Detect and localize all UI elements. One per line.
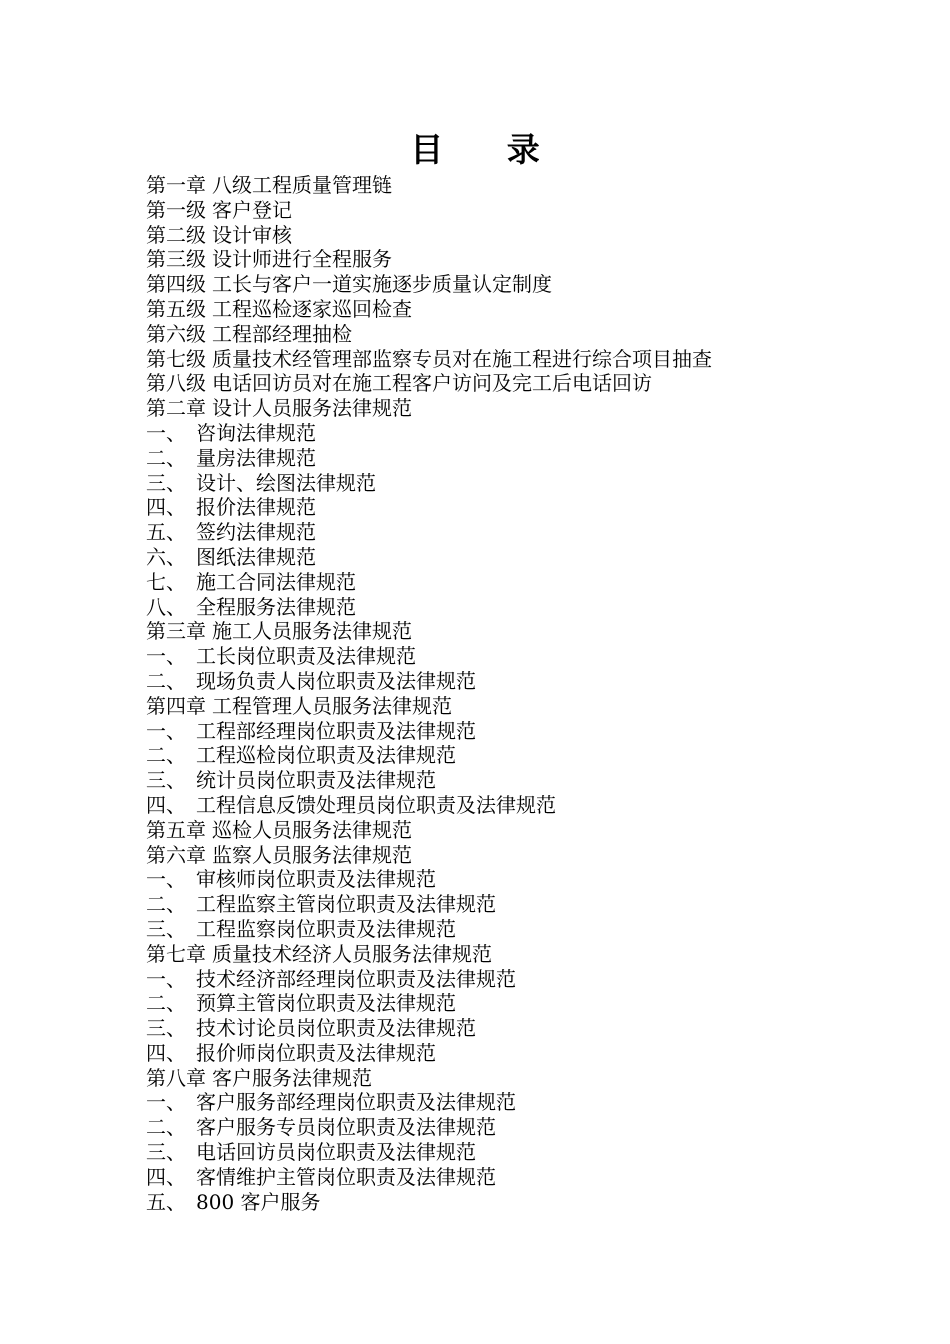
toc-entry[interactable]: [146, 719, 712, 744]
toc-entry-text: 设计师进行全程服务: [212, 247, 392, 272]
toc-entry[interactable]: [146, 1041, 712, 1066]
toc-entry-text: 800 客户服务: [196, 1189, 321, 1214]
toc-entry[interactable]: [146, 173, 712, 198]
toc-entry-number: 一、: [146, 867, 186, 892]
toc-entry-number: 三、: [146, 916, 186, 941]
toc-entry-text: 统计员岗位职责及法律规范: [196, 768, 436, 793]
toc-entry-text: 图纸法律规范: [196, 544, 316, 569]
toc-entry[interactable]: [146, 768, 712, 793]
toc-entry-number: 四、: [146, 495, 186, 520]
toc-entry-text: 工程巡检逐家巡回检查: [212, 296, 412, 321]
toc-entry[interactable]: [146, 595, 712, 620]
toc-entry[interactable]: [146, 917, 712, 942]
toc-entry-number: 八、: [146, 594, 186, 619]
toc-entry[interactable]: [146, 1140, 712, 1165]
toc-entry-number: 第五级: [146, 296, 206, 321]
toc-entry-text: 电话回访员岗位职责及法律规范: [196, 1140, 476, 1165]
toc-entry-number: 四、: [146, 792, 186, 817]
toc-entry-number: 二、: [146, 743, 186, 768]
toc-entry[interactable]: [146, 446, 712, 471]
toc-entry-number: 二、: [146, 1115, 186, 1140]
toc-entry[interactable]: [146, 297, 712, 322]
toc-entry-text: 客情维护主管岗位职责及法律规范: [196, 1164, 496, 1189]
toc-entry-text: 工程监察岗位职责及法律规范: [196, 916, 456, 941]
toc-entry-number: 第三级: [146, 247, 206, 272]
toc-entry-text: 技术经济部经理岗位职责及法律规范: [196, 966, 516, 991]
toc-entry[interactable]: [146, 322, 712, 347]
toc-entry-number: 第三章: [146, 619, 206, 644]
toc-entry[interactable]: [146, 843, 712, 868]
toc-entry-text: 客户服务专员岗位职责及法律规范: [196, 1115, 496, 1140]
toc-entry-text: 现场负责人岗位职责及法律规范: [196, 668, 476, 693]
toc-entry[interactable]: [146, 198, 712, 223]
toc-entry-number: 一、: [146, 644, 186, 669]
toc-entry-number: 一、: [146, 1090, 186, 1115]
toc-entry[interactable]: [146, 371, 712, 396]
toc-entry-number: 第五章: [146, 817, 206, 842]
toc-entry-number: 第六章: [146, 842, 206, 867]
toc-entry-text: 审核师岗位职责及法律规范: [196, 867, 436, 892]
toc-entry-text: 报价法律规范: [196, 495, 316, 520]
toc-entry-number: 第四章: [146, 693, 206, 718]
toc-entry[interactable]: [146, 1016, 712, 1041]
toc-entry[interactable]: [146, 867, 712, 892]
toc-entry-text: 量房法律规范: [196, 445, 316, 470]
toc-entry-number: 三、: [146, 470, 186, 495]
toc-entry-number: 二、: [146, 892, 186, 917]
toc-entry-text: 客户服务法律规范: [212, 1065, 372, 1090]
toc-entry-number: 第七级: [146, 346, 206, 371]
toc-entry-number: 五、: [146, 1189, 186, 1214]
toc-entry[interactable]: [146, 1090, 712, 1115]
toc-entry-number: 二、: [146, 991, 186, 1016]
toc-entry-number: 四、: [146, 1164, 186, 1189]
toc-entry-number: 第四级: [146, 272, 206, 297]
toc-title: 目 录: [410, 130, 566, 169]
toc-entry-text: 施工人员服务法律规范: [212, 619, 412, 644]
toc-entry-number: 第一章: [146, 173, 206, 197]
toc-entry-number: 第八级: [146, 371, 206, 396]
toc-entry-text: 施工合同法律规范: [196, 569, 356, 594]
toc-entry-text: 质量技术经管理部监察专员对在施工程进行综合项目抽查: [212, 346, 712, 371]
toc-entry-number: 第八章: [146, 1065, 206, 1090]
toc-entry-text: 咨询法律规范: [196, 420, 316, 445]
toc-entry-number: 六、: [146, 544, 186, 569]
toc-entry-text: 设计、绘图法律规范: [196, 470, 376, 495]
toc-entry-text: 八级工程质量管理链: [212, 173, 392, 197]
toc-entry-text: 全程服务法律规范: [196, 594, 356, 619]
toc-entry-number: 四、: [146, 1040, 186, 1065]
toc-entry-text: 工长岗位职责及法律规范: [196, 644, 416, 669]
toc-entry-text: 报价师岗位职责及法律规范: [196, 1040, 436, 1065]
toc-entry-text: 设计人员服务法律规范: [212, 396, 412, 421]
toc-entry-number: 七、: [146, 569, 186, 594]
toc-entry-text: 工长与客户一道实施逐步质量认定制度: [212, 272, 552, 297]
toc-entry-text: 预算主管岗位职责及法律规范: [196, 991, 456, 1016]
toc-entry-text: 巡检人员服务法律规范: [212, 817, 412, 842]
toc-entry-number: 三、: [146, 1140, 186, 1165]
toc-entry-text: 签约法律规范: [196, 520, 316, 545]
toc-entry[interactable]: [146, 991, 712, 1016]
toc-entry[interactable]: [146, 743, 712, 768]
toc-entry-text: 工程巡检岗位职责及法律规范: [196, 743, 456, 768]
toc-entry[interactable]: [146, 545, 712, 570]
toc-entry-text: 客户服务部经理岗位职责及法律规范: [196, 1090, 516, 1115]
toc-entry-number: 三、: [146, 1016, 186, 1041]
toc-entry-number: 三、: [146, 768, 186, 793]
toc-entry-number: 第七章: [146, 941, 206, 966]
toc-entry[interactable]: [146, 1190, 712, 1215]
toc-entry-number: 二、: [146, 445, 186, 470]
toc-entry-number: 五、: [146, 520, 186, 545]
toc-entry-number: 第二章: [146, 396, 206, 421]
toc-entry[interactable]: [146, 421, 712, 446]
toc-entry-number: 一、: [146, 718, 186, 743]
toc-entry-text: 监察人员服务法律规范: [212, 842, 412, 867]
toc-entry-number: 一、: [146, 966, 186, 991]
toc-entry[interactable]: [146, 1165, 712, 1190]
toc-entry[interactable]: [146, 967, 712, 992]
toc-entry[interactable]: [146, 247, 712, 272]
toc-entry[interactable]: [146, 471, 712, 496]
toc-entry[interactable]: [146, 520, 712, 545]
toc-entry-text: 电话回访员对在施工程客户访问及完工后电话回访: [212, 371, 652, 396]
toc-entry[interactable]: [146, 669, 712, 694]
toc-entry-text: 工程监察主管岗位职责及法律规范: [196, 892, 496, 917]
toc-entry[interactable]: [146, 347, 712, 372]
toc-entry[interactable]: [146, 223, 712, 248]
toc-entry[interactable]: [146, 1066, 712, 1091]
toc-entry[interactable]: [146, 396, 712, 421]
toc-entry[interactable]: [146, 818, 712, 843]
toc-entry-number: 一、: [146, 420, 186, 445]
toc-entry-text: 工程部经理岗位职责及法律规范: [196, 718, 476, 743]
toc-entry[interactable]: [146, 694, 712, 719]
toc-entry-text: 设计审核: [212, 222, 292, 247]
toc-entry[interactable]: [146, 892, 712, 917]
toc-entry-text: 工程部经理抽检: [212, 321, 352, 346]
toc-entry[interactable]: [146, 1115, 712, 1140]
toc-entry-text: 技术讨论员岗位职责及法律规范: [196, 1016, 476, 1041]
toc-entry[interactable]: [146, 619, 712, 644]
toc-entry[interactable]: [146, 644, 712, 669]
toc-entry-number: 第一级: [146, 197, 206, 222]
toc-entry-text: 质量技术经济人员服务法律规范: [212, 941, 492, 966]
toc-entry-number: 二、: [146, 668, 186, 693]
toc-entry-number: 第六级: [146, 321, 206, 346]
toc-entry[interactable]: [146, 793, 712, 818]
toc-entry-number: 第二级: [146, 222, 206, 247]
toc-entry[interactable]: [146, 570, 712, 595]
toc-entry-text: 工程信息反馈处理员岗位职责及法律规范: [196, 792, 556, 817]
toc-entry[interactable]: [146, 495, 712, 520]
toc-list: [146, 173, 712, 1214]
toc-entry[interactable]: [146, 272, 712, 297]
toc-entry-text: 工程管理人员服务法律规范: [212, 693, 452, 718]
toc-entry-text: 客户登记: [212, 197, 292, 222]
toc-entry[interactable]: [146, 942, 712, 967]
